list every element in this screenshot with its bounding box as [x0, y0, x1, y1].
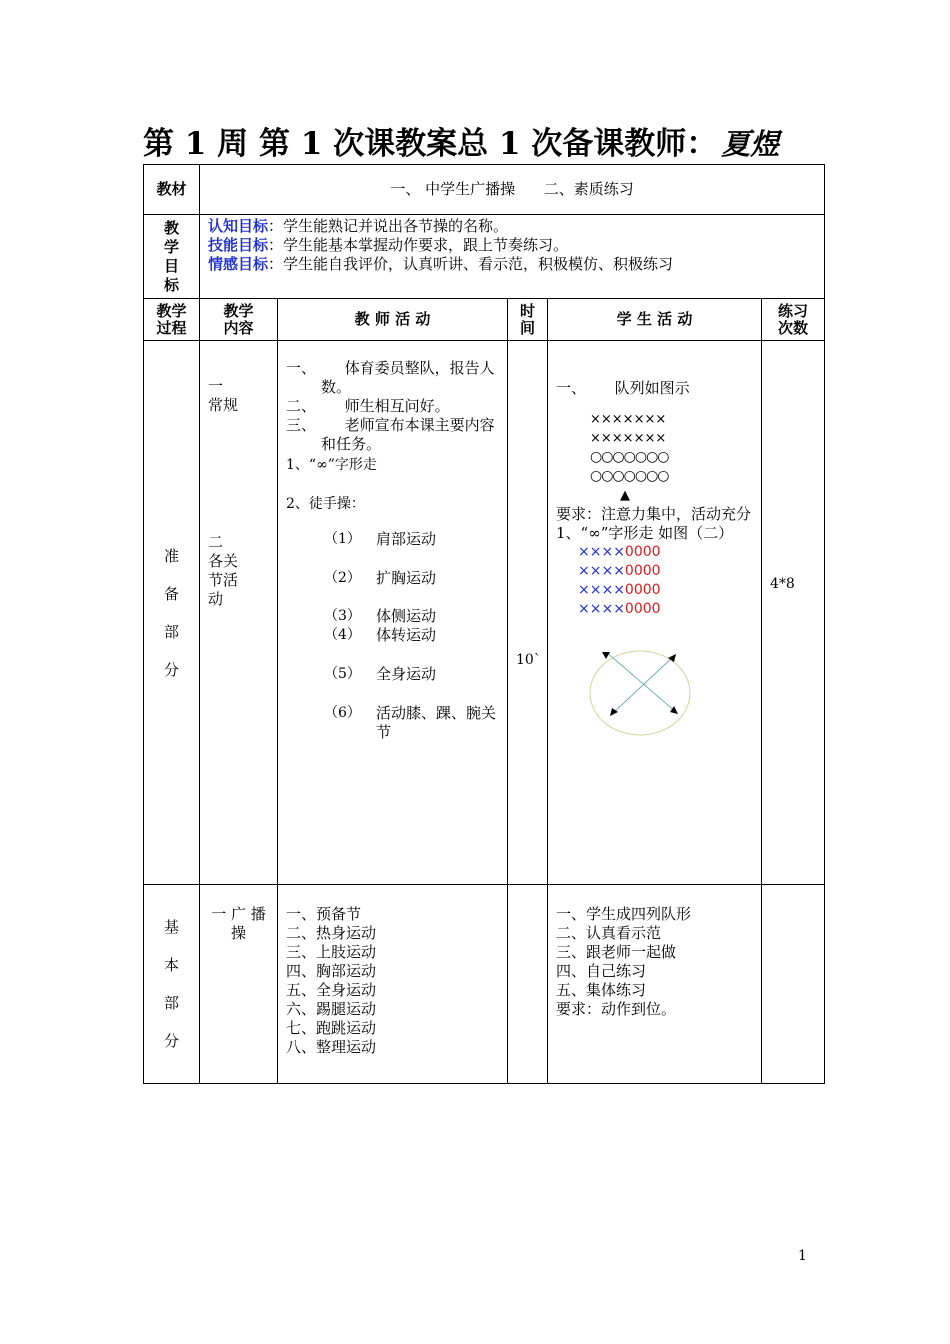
walk-formation: [578, 543, 755, 619]
prep-reps-value: 4*8: [770, 576, 795, 592]
objective-text: ：学生能熟记并说出各节操的名称。: [268, 217, 509, 235]
exercise-num: （4）: [324, 627, 361, 643]
exercise-name: 全身运动: [376, 665, 437, 683]
exercise-item: [324, 665, 501, 684]
textbook-content: 一、 中学生广播操 二、素质练习: [200, 165, 825, 215]
student-requirement: 要求：注意力集中，活动充分: [556, 505, 752, 523]
col-time: [508, 299, 548, 341]
col-reps: [762, 299, 825, 341]
formation: [590, 410, 755, 505]
teacher-marker: ▲: [620, 488, 630, 503]
student-title: 一、 队列如图示: [556, 379, 690, 397]
objective-skill: [208, 236, 816, 255]
col-teacher: 教 师 活 动: [278, 299, 508, 341]
title-text: 第 1 周 第 1 次课教案总 1 次备课教师：: [143, 126, 718, 162]
prep-reps: [762, 341, 825, 885]
formation-row-o: ○○○○○○○: [590, 449, 669, 465]
prep-teacher: [278, 341, 508, 885]
basic-content-text: 一 广 播 操: [211, 905, 266, 942]
basic-teacher-item: 七、跑跳运动: [286, 1019, 377, 1037]
col-student: 学 生 活 动: [548, 299, 762, 341]
objectives-label-text: 教学目标: [163, 218, 179, 294]
teacher-item: 三、 老师宣布本课主要内容和任务。: [286, 416, 495, 453]
teacher-item: 二、 师生相互问好。: [286, 397, 450, 415]
prep-routine: [208, 377, 238, 415]
objective-text: ：学生能自我评价，认真听讲、看示范，积极模仿、积极练习: [268, 255, 674, 273]
teacher-item: 一、 体育委员整队，报告人数。: [286, 359, 495, 396]
col-time-text: 时间: [519, 301, 535, 337]
routine-text: 常规: [208, 396, 239, 414]
basic-reps: [762, 885, 825, 1084]
exercise-name: 体侧运动: [376, 607, 437, 625]
prep-row: [144, 341, 825, 885]
objective-name: 认知目标: [208, 217, 269, 235]
walk-row: [578, 600, 755, 619]
prep-label: [144, 341, 200, 885]
prep-time: [508, 341, 548, 885]
basic-teacher-item: 三、上肢运动: [286, 943, 377, 961]
path-ellipse: [590, 651, 690, 735]
basic-student-item: 四、自己练习: [556, 962, 647, 980]
exercise-num: （5）: [324, 666, 361, 682]
joints-num: 二: [208, 533, 224, 551]
objective-text: ：学生能基本掌握动作要求，跟上节奏练习。: [268, 236, 569, 254]
walk-x: ××××: [578, 582, 625, 598]
col-content-text: 教学内容: [223, 301, 254, 337]
col-reps-text: 练习次数: [777, 301, 808, 337]
walk-x: ××××: [578, 563, 625, 579]
basic-student-item: 三、跟老师一起做: [556, 943, 677, 961]
basic-label: [144, 885, 200, 1084]
exercise-num: （6）: [324, 705, 361, 721]
basic-teacher-item: 五、全身运动: [286, 981, 377, 999]
formation-row-x: ×××××××: [590, 412, 667, 427]
col-process-text: 教学过程: [156, 301, 187, 337]
objective-name: 技能目标: [208, 236, 269, 254]
objective-emotion: [208, 255, 816, 274]
exercise-item: [324, 569, 501, 588]
prep-student: [548, 341, 762, 885]
walk-o: 0000: [624, 582, 661, 598]
basic-student-item: 一、学生成四列队形: [556, 905, 692, 923]
cross-line: [606, 652, 676, 712]
exercise-item: [324, 530, 501, 549]
walk-row: [578, 581, 755, 600]
col-content: [200, 299, 278, 341]
walk-row: [578, 562, 755, 581]
textbook-row: [144, 165, 825, 215]
exercise-item: [324, 607, 501, 626]
basic-teacher: [278, 885, 508, 1084]
exercise-num: （1）: [324, 531, 361, 547]
walk-x: ××××: [578, 601, 625, 617]
arrow-icon: [670, 706, 678, 714]
basic-label-text: 基本部分: [163, 918, 179, 1050]
student-walk: 1、“∞”字形走 如图（二）: [556, 524, 734, 542]
exercise-num: （2）: [324, 570, 361, 586]
objective-name: 情感目标: [208, 255, 269, 273]
walk-row: [578, 543, 755, 562]
page-title: [143, 118, 779, 163]
exercise-name: 体转运动: [376, 626, 437, 644]
walk-o: 0000: [624, 601, 661, 617]
prep-time-value: 10`: [516, 652, 541, 668]
walk-x: ××××: [578, 544, 625, 560]
exercise-name: 活动膝、踝、腕关节: [376, 704, 497, 741]
objectives-content: [200, 215, 825, 299]
formation-row-x: ×××××××: [590, 431, 667, 446]
col-process: [144, 299, 200, 341]
exercise-item: [324, 704, 501, 742]
walk-o: 0000: [624, 544, 661, 560]
basic-student-item: 要求：动作到位。: [556, 1000, 677, 1018]
formation-row-o: ○○○○○○○: [590, 468, 669, 484]
basic-teacher-item: 二、热身运动: [286, 924, 377, 942]
routine-num: 一: [208, 377, 224, 395]
objectives-row: [144, 215, 825, 299]
joints-text: 各关节活动: [208, 552, 239, 608]
figure-eight-diagram: [588, 646, 698, 738]
teacher-sub2: 2、徒手操：: [286, 496, 365, 512]
basic-time: [508, 885, 548, 1084]
column-header-row: [144, 299, 825, 341]
basic-student-item: 二、认真看示范: [556, 924, 662, 942]
prep-content: [200, 341, 278, 885]
exercise-list: [324, 530, 501, 742]
exercise-name: 扩胸运动: [376, 569, 437, 587]
basic-teacher-item: 一、预备节: [286, 905, 362, 923]
exercise-num: （3）: [324, 608, 361, 624]
exercise-name: 肩部运动: [376, 530, 437, 548]
prep-label-text: 准备部分: [163, 546, 179, 679]
basic-teacher-item: 八、整理运动: [286, 1038, 377, 1056]
basic-teacher-item: 六、踢腿运动: [286, 1000, 377, 1018]
exercise-item: [324, 626, 501, 645]
basic-student-item: 五、集体练习: [556, 981, 647, 999]
teacher-signature: 夏煜: [721, 127, 780, 161]
objective-cognitive: [208, 217, 816, 236]
basic-student: [548, 885, 762, 1084]
page-number: 1: [798, 1248, 807, 1264]
prep-joints: [208, 533, 250, 609]
objectives-label: [144, 215, 200, 299]
teacher-sub1: 1、“∞”字形走: [286, 457, 377, 473]
arrow-icon: [602, 652, 610, 659]
basic-row: [144, 885, 825, 1084]
walk-o: 0000: [624, 563, 661, 579]
basic-teacher-item: 四、胸部运动: [286, 962, 377, 980]
basic-content: [200, 885, 278, 1084]
textbook-label: 教材: [144, 165, 200, 215]
lesson-plan-table: [143, 164, 825, 1084]
